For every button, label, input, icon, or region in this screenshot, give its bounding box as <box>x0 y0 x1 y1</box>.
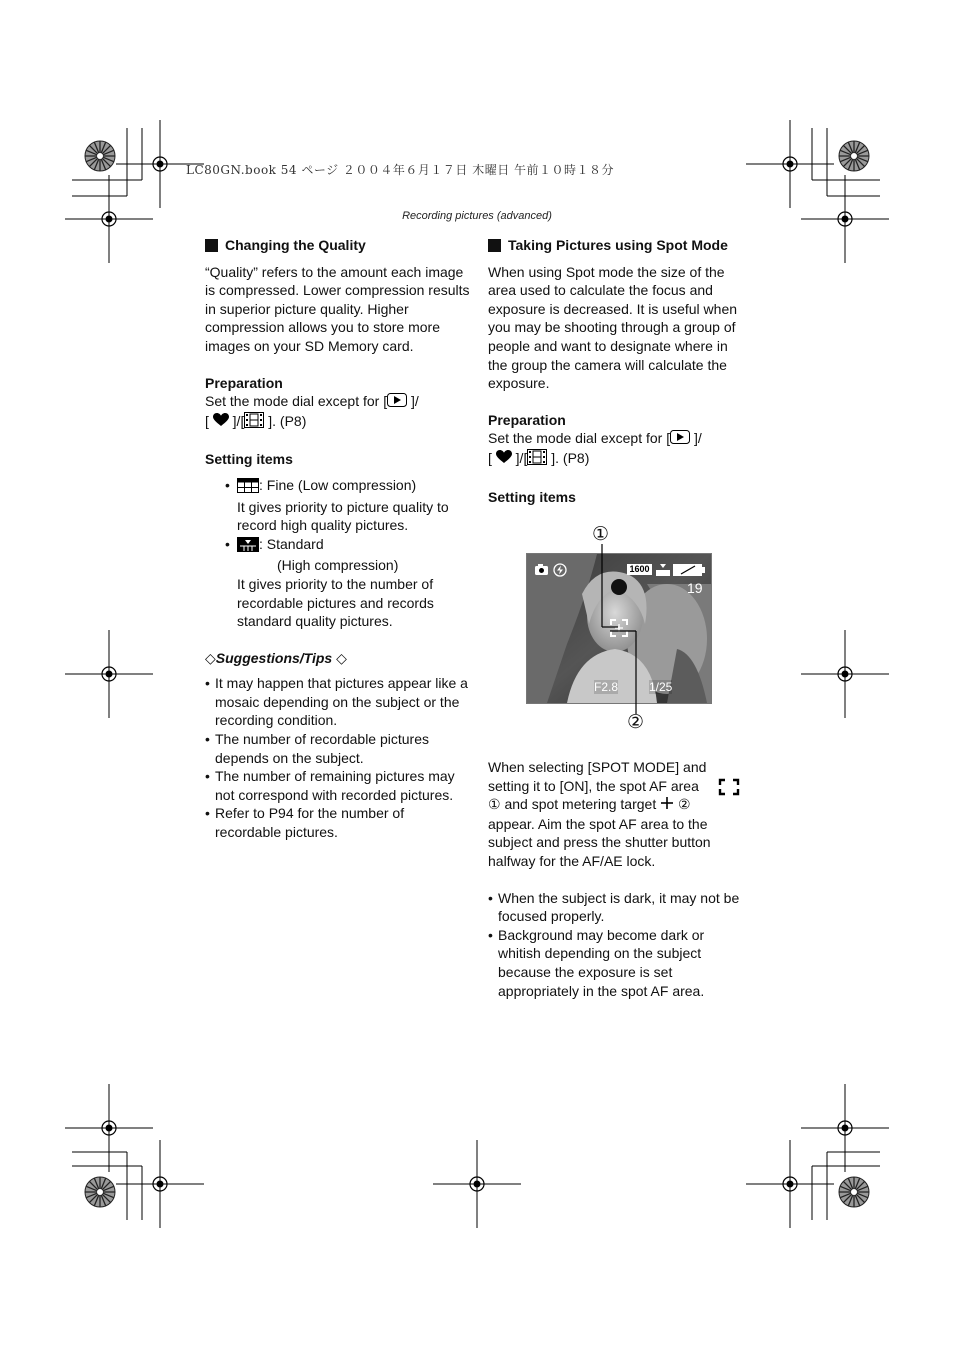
motion-picture-icon <box>244 412 264 433</box>
callout-1: ① <box>592 524 610 545</box>
fine-quality-icon <box>237 478 259 498</box>
setting-items-title: Setting items <box>488 488 576 505</box>
quality-intro: “Quality” refers to the amount each image is compressed. Lower compression results in superior picture quality. Higher compression allows you to store more images on your SD Memory card. <box>205 263 470 354</box>
preparation-title: Preparation <box>488 411 566 428</box>
diamond-icon: ◇ <box>205 649 216 666</box>
list-item: • Refer to P94 for the number of recordable pictures. <box>205 804 470 841</box>
preparation-line1: Set the mode dial except for [ ]/ <box>488 429 750 449</box>
heading-square-icon <box>205 239 218 252</box>
aperture-value: F2.8 <box>594 680 619 694</box>
spot-notes-list <box>488 889 750 1001</box>
heart-icon <box>496 450 512 469</box>
preparation-line2: [ ]/[ ]. (P8) <box>205 412 470 433</box>
setting-item-fine: • : Fine (Low compression) It gives priority to picture quality to record high quality pictures. <box>225 476 449 534</box>
left-column <box>205 236 470 842</box>
callout-lines <box>560 520 680 740</box>
setting-item-standard: • : Standard (High compression) It gives priority to the number of recordable pictures and records standard quality pictures. <box>225 535 434 630</box>
callout-2: ② <box>627 712 645 733</box>
list-item: • The number of remaining pictures may not correspond with recorded pictures. <box>205 767 470 804</box>
playback-icon <box>387 393 407 412</box>
preparation-line1: Set the mode dial except for [ ]/ <box>205 392 470 412</box>
heart-icon <box>213 413 229 432</box>
setting-items-title: Setting items <box>205 451 293 468</box>
tips-title: ◇Suggestions/Tips ◇ <box>205 649 347 666</box>
right-column <box>488 236 750 506</box>
running-head: Recording pictures (advanced) <box>402 210 552 222</box>
preparation-line2: [ ]/[ ]. (P8) <box>488 449 750 470</box>
list-item: • Background may become dark or whitish depending on the subject because the exposure is set appropriately in the spot AF area. <box>488 926 750 1000</box>
iso-badge: 1600 <box>627 564 652 575</box>
tips-list <box>205 674 470 841</box>
preparation-title: Preparation <box>205 374 283 391</box>
diamond-icon: ◇ <box>336 649 347 666</box>
shutter-value: 1/25 <box>649 680 673 694</box>
list-item: • It may happen that pictures appear like a mosaic depending on the subject or the recording condition. <box>205 674 470 730</box>
motion-picture-icon <box>527 449 547 470</box>
standard-quality-icon <box>237 537 259 557</box>
playback-icon <box>670 430 690 449</box>
metering-target-icon <box>660 796 674 815</box>
spot-intro: When using Spot mode the size of the area used to calculate the focus and exposure is decreased. It is useful when you may be shooting through a group of people and want to designate where in the group the camera will calculate the exposure. <box>488 263 738 392</box>
list-item: • When the subject is dark, it may not be focused properly. <box>488 889 750 926</box>
section-heading-quality: Changing the Quality <box>205 236 470 255</box>
spot-description: When selecting [SPOT MODE] and setting it to [ON], the spot AF area ① and spot metering target ② appear. Aim the spot AF area to the subject and press the shutter button halfway for the AF/AE lock. • When the subject is dark, it may not be focused properly. • Background may become dark or whitish depending on the subject because the exposure is set appropriately in the spot AF area. <box>488 758 750 1000</box>
section-heading-spot-mode: Taking Pictures using Spot Mode <box>488 236 750 255</box>
spot-af-bracket-icon <box>718 778 740 801</box>
heading-square-icon <box>488 239 501 252</box>
list-item: • The number of recordable pictures depends on the subject. <box>205 730 470 767</box>
remaining-count: 19 <box>687 580 703 596</box>
file-header: LC80GN.book 54 ページ ２００４年６月１７日 木曜日 午前１０時１８分 <box>186 163 615 177</box>
